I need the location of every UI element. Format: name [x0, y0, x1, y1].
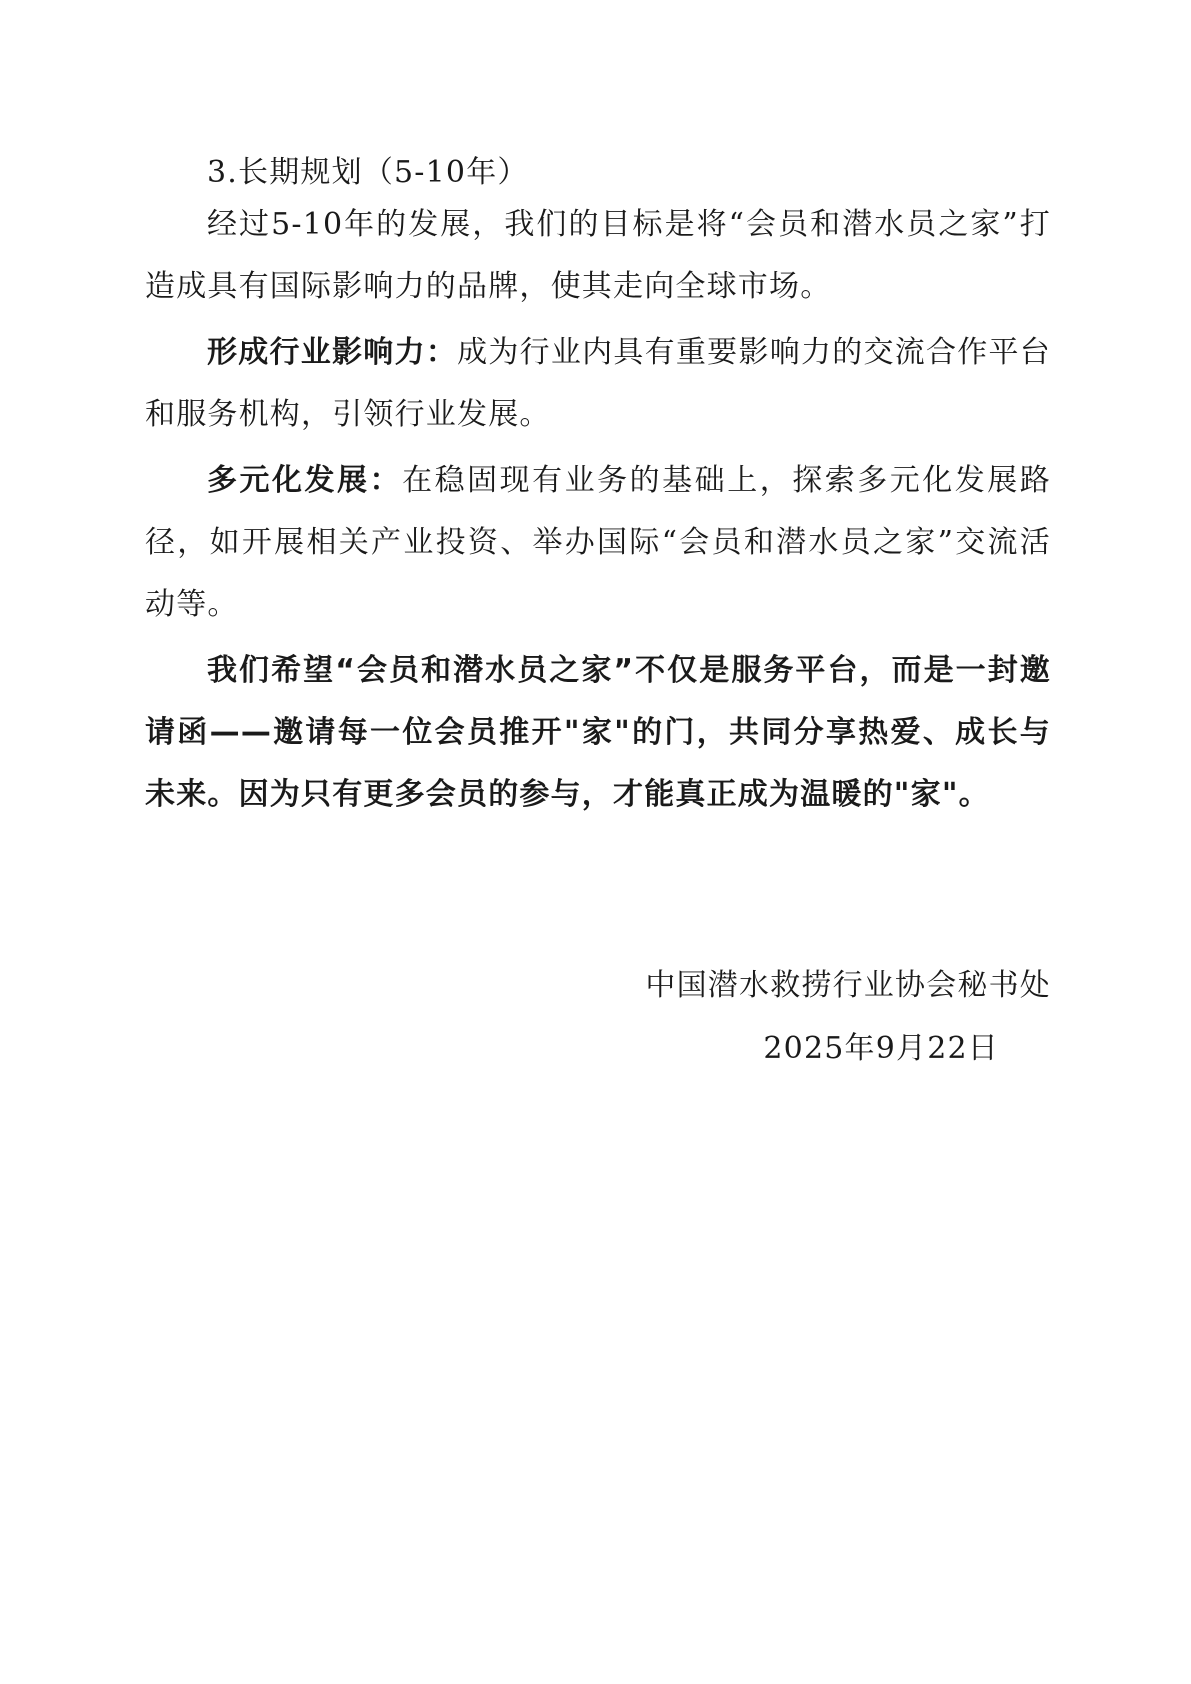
diversify-label: 多元化发展：	[207, 463, 403, 498]
intro-paragraph: 经过5-10年的发展，我们的目标是将“会员和潜水员之家”打造成具有国际影响力的品牌，使其走向全球市场。	[145, 207, 1051, 304]
diversify-paragraph	[145, 450, 1051, 636]
signature-organization: 中国潜水救捞行业协会秘书处	[645, 968, 1051, 1003]
influence-paragraph	[145, 322, 1051, 446]
diversify-text: 在稳固现有业务的基础上，探索多元化发展路径，如开展相关产业投资、举办国际“会员和潜水员之家”交流活动等。	[145, 463, 1052, 622]
influence-label: 形成行业影响力：	[207, 335, 458, 370]
influence-text: 成为行业内具有重要影响力的交流合作平台和服务机构，引领行业发展。	[145, 335, 1051, 432]
body-text	[145, 194, 1051, 826]
section-heading: 3.长期规划（5-10年）	[207, 155, 529, 190]
closing-paragraph: 我们希望“会员和潜水员之家”不仅是服务平台，而是一封邀请函——邀请每一位会员推开"家"的门，共同分享热爱、成长与未来。因为只有更多会员的参与，才能真正成为温暖的"家"。	[145, 653, 1051, 812]
signature-date: 2025年9月22日	[763, 1031, 999, 1066]
